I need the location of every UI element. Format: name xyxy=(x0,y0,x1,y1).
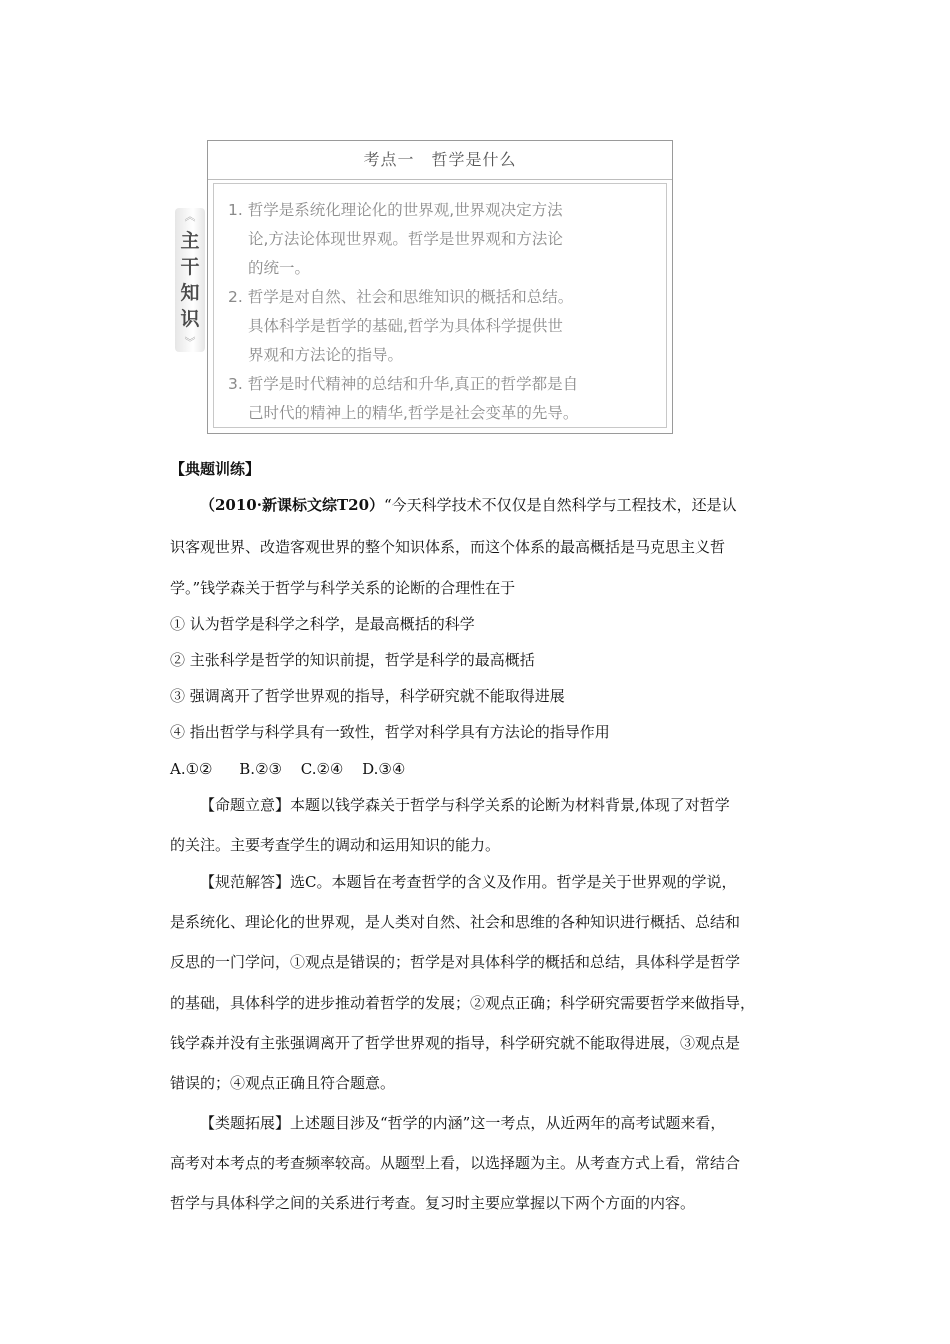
answer-line: 错误的；④观点正确且符合题意。 xyxy=(170,1074,396,1092)
chevron-up-icon: ︽ xyxy=(184,210,196,223)
section-heading: 【典题训练】 xyxy=(170,460,261,478)
knowledge-item: 3. 哲学是时代精神的总结和升华,真正的哲学都是自 己时代的精神上的精华,哲学是社会变革的先导。 xyxy=(228,375,579,422)
question-source: （2010·新课标文综T20） xyxy=(200,496,385,514)
answer-line: 钱学森并没有主张强调离开了哲学世界观的指导，科学研究就不能取得进展，③观点是 xyxy=(170,1034,741,1052)
intent-line: 【命题立意】本题以钱学森关于哲学与科学关系的论断为材料背景,体现了对哲学 xyxy=(200,796,730,814)
chevron-down-icon: ︾ xyxy=(184,336,196,349)
knowledge-item: 2. 哲学是对自然、社会和思维知识的概括和总结。 具体科学是哲学的基础,哲学为具体科学提供世 界观和方法论的指导。 xyxy=(228,288,574,364)
knowledge-item: 1. 哲学是系统化理论化的世界观,世界观决定方法 论,方法论体现世界观。哲学是世界观和方法论 的统一。 xyxy=(228,201,563,277)
question-stem-line: 学。”钱学森关于哲学与科学关系的论断的合理性在于 xyxy=(170,579,516,597)
intent-label: 【命题立意】 xyxy=(200,796,291,814)
question-option: ③ 强调离开了哲学世界观的指导，科学研究就不能取得进展 xyxy=(170,687,565,705)
answer-line: 是系统化、理论化的世界观，是人类对自然、社会和思维的各种知识进行概括、总结和 xyxy=(170,913,741,931)
answer-line: 反思的一门学问，①观点是错误的；哲学是对具体科学的概括和总结，具体科学是哲学 xyxy=(170,953,741,971)
question-stem-line: （2010·新课标文综T20）“今天科学技术不仅仅是自然科学与工程技术，还是认 xyxy=(200,496,737,514)
answer-line: 【规范解答】选C。本题旨在考查哲学的含义及作用。哲学是关于世界观的学说， xyxy=(200,873,737,891)
knowledge-box-title: 考点一 哲学是什么 xyxy=(208,141,672,180)
choice-d: D.③④ xyxy=(362,760,406,778)
choice-b: B.②③ xyxy=(239,760,282,778)
knowledge-box xyxy=(207,140,673,434)
extension-line: 哲学与具体科学之间的关系进行考查。复习时主要应掌握以下两个方面的内容。 xyxy=(170,1194,696,1212)
answer-line: 的基础，具体科学的进步推动着哲学的发展；②观点正确；科学研究需要哲学来做指导， xyxy=(170,994,756,1012)
answer-label: 【规范解答】 xyxy=(200,873,291,891)
extension-label: 【类题拓展】 xyxy=(200,1114,291,1132)
extension-line: 【类题拓展】上述题目涉及“哲学的内涵”这一考点，从近两年的高考试题来看， xyxy=(200,1114,726,1132)
question-option: ④ 指出哲学与科学具有一致性，哲学对科学具有方法论的指导作用 xyxy=(170,723,610,741)
choice-a: A.①② xyxy=(170,760,213,778)
knowledge-box-content xyxy=(213,183,667,428)
side-tab-label: 主 干 知 识 xyxy=(180,230,200,330)
extension-line: 高考对本考点的考查频率较高。从题型上看，以选择题为主。从考查方式上看，常结合 xyxy=(170,1154,741,1172)
question-option: ① 认为哲学是科学之科学，是最高概括的科学 xyxy=(170,615,475,633)
choice-c: C.②④ xyxy=(300,760,344,778)
intent-line: 的关注。主要考查学生的调动和运用知识的能力。 xyxy=(170,836,501,854)
answer-choices xyxy=(170,759,405,779)
question-option: ② 主张科学是哲学的知识前提，哲学是科学的最高概括 xyxy=(170,651,535,669)
knowledge-side-tab xyxy=(175,208,205,352)
question-stem-line: 识客观世界、改造客观世界的整个知识体系，而这个体系的最高概括是马克思主义哲 xyxy=(170,538,726,556)
